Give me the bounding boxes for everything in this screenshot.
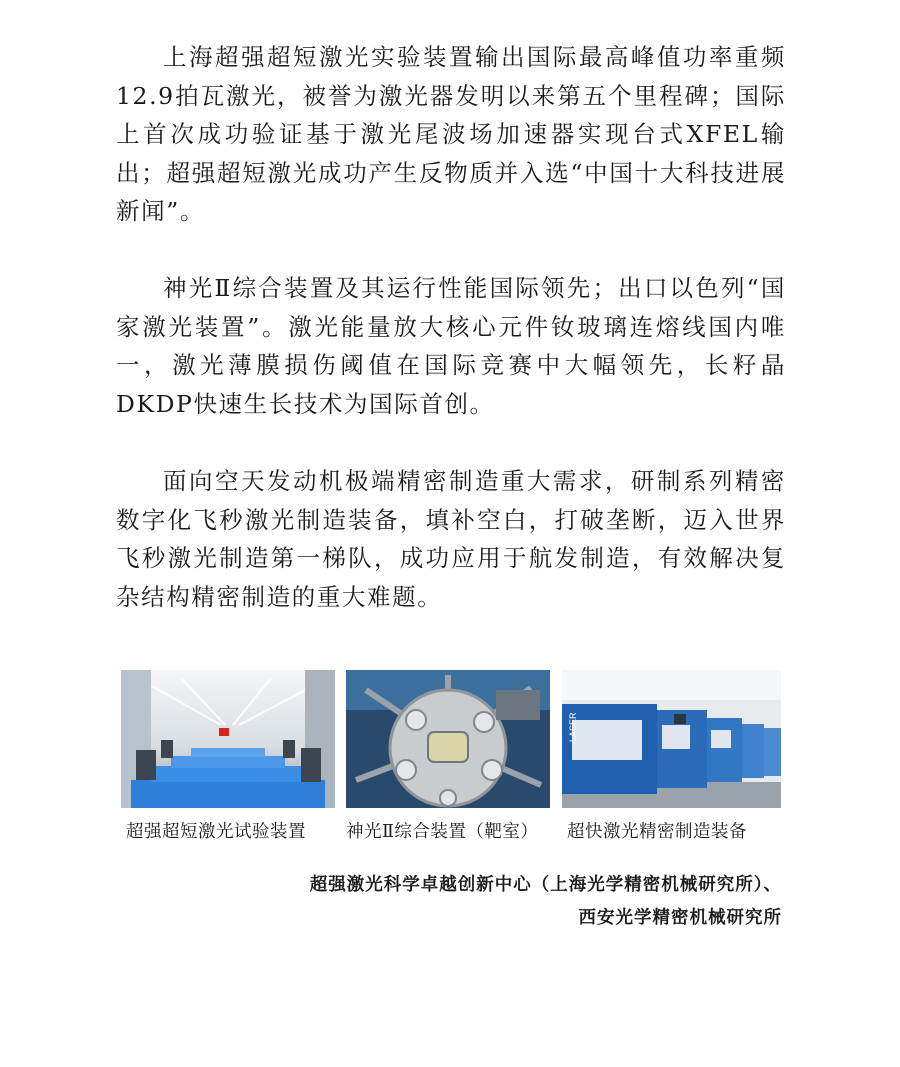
flag-icon <box>219 728 229 736</box>
paragraph-1: 上海超强超短激光实验装置输出国际最高峰值功率重频12.9拍瓦激光，被誉为激光器发明以来第五个里程碑；国际上首次成功验证基于激光尾波场加速器实现台式XFEL输出；超强超短激光成功产生反物质并入选“中国十大科技进展新闻”。 <box>116 43 786 225</box>
photo-caption-2: 神光Ⅱ综合装置（靶室） <box>346 822 539 842</box>
photo-caption-3: 超快激光精密制造装备 <box>567 822 747 842</box>
laser-manufacturing-photo <box>562 670 781 808</box>
machine-label: LASER <box>568 712 578 742</box>
paragraph-3: 面向空天发动机极端精密制造重大需求，研制系列精密数字化飞秒激光制造装备，填补空白，打破垄断，迈入世界飞秒激光制造第一梯队，成功应用于航发制造，有效解决复杂结构精密制造的重大难题。 <box>116 467 786 611</box>
paragraph-2: 神光Ⅱ综合装置及其运行性能国际领先；出口以色列“国家激光装置”。激光能量放大核心元件钕玻璃连熔线国内唯一，激光薄膜损伤阈值在国际竞赛中大幅领先，长籽晶DKDP快速生长技术为国际首创。 <box>116 274 786 418</box>
target-chamber-photo <box>346 670 550 808</box>
credit-line-1: 超强激光科学卓越创新中心（上海光学精密机械研究所）、 <box>309 875 782 895</box>
credit-line-2: 西安光学精密机械研究所 <box>578 908 782 928</box>
laser-lab-photo <box>121 670 335 808</box>
photo-caption-1: 超强超短激光试验装置 <box>126 822 306 842</box>
